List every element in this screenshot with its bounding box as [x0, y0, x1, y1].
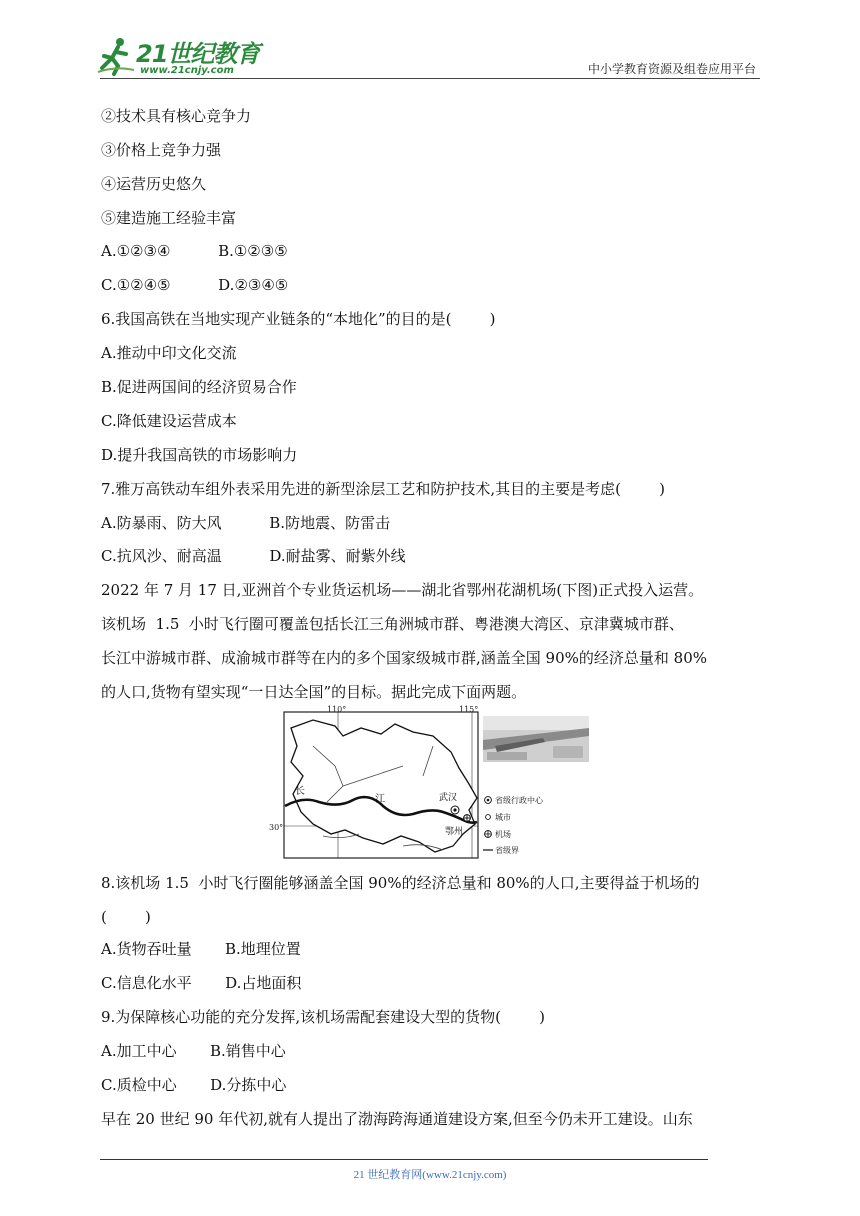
airport-photo: [483, 716, 589, 762]
text-line: ②技术具有核心竞争力: [101, 107, 252, 125]
option-line: B.促进两国间的经济贸易合作: [101, 378, 297, 396]
passage-line: 2022 年 7 月 17 日,亚洲首个专业货运机场——湖北省鄂州花湖机场(下图)正式投入运营。: [101, 581, 704, 599]
logo-url: www.21cnjy.com: [140, 65, 234, 76]
footer-divider: [100, 1159, 708, 1160]
river-label-chang: 长: [295, 786, 305, 797]
option-line: D.提升我国高铁的市场影响力: [101, 446, 298, 464]
option-line: C.①②④⑤ D.②③④⑤: [101, 276, 289, 294]
passage-line: 早在 20 世纪 90 年代初,就有人提出了渤海跨海通道建设方案,但至今仍未开工建设。山东: [101, 1110, 693, 1128]
wuhan-label: 武汉: [439, 793, 458, 803]
question-6: 6.我国高铁在当地实现产业链条的“本地化”的目的是( ): [101, 310, 496, 328]
map-legend: [483, 795, 544, 855]
runner-icon: [96, 36, 136, 76]
option-line: C.信息化水平 D.占地面积: [101, 974, 302, 992]
text-line: ⑤建造施工经验丰富: [101, 209, 237, 227]
site-logo: [96, 34, 266, 80]
page-header: [0, 0, 860, 90]
option-line: C.质检中心 D.分拣中心: [101, 1076, 287, 1094]
question-9: 9.为保障核心功能的充分发挥,该机场需配套建设大型的货物( ): [101, 1008, 545, 1026]
lon-label-115: 115°: [459, 705, 479, 714]
option-line: C.降低建设运营成本: [101, 412, 237, 430]
ezhou-label: 鄂州: [445, 827, 464, 837]
answer-blank: ( ): [101, 908, 151, 926]
header-divider: [100, 78, 760, 79]
hubei-map-figure: [269, 705, 593, 860]
lat-label-30: 30°: [269, 823, 284, 832]
platform-name: 中小学教育资源及组卷应用平台: [587, 62, 756, 76]
legend-provincial-capital: 省级行政中心: [495, 796, 543, 805]
option-line: C.抗风沙、耐高温 D.耐盐雾、耐紫外线: [101, 547, 406, 565]
option-line: A.推动中印文化交流: [101, 344, 237, 362]
option-line: A.防暴雨、防大风 B.防地震、防雷击: [101, 514, 391, 532]
river-label-jiang: 江: [375, 794, 385, 805]
option-line: A.①②③④ B.①②③⑤: [101, 242, 288, 260]
passage-line: 长江中游城市群、成渝城市群等在内的多个国家级城市群,涵盖全国 90%的经济总量和 80%: [101, 649, 707, 667]
logo-text: 21世纪教育: [136, 40, 260, 68]
lon-label-110: 110°: [327, 705, 347, 714]
page-footer: 21 世纪教育网(www.21cnjy.com): [353, 1169, 507, 1181]
legend-provincial-boundary: 省级界: [495, 846, 519, 855]
text-line: ④运营历史悠久: [101, 175, 207, 193]
option-line: A.货物吞吐量 B.地理位置: [101, 940, 301, 958]
text-line: ③价格上竞争力强: [101, 141, 222, 159]
option-line: A.加工中心 B.销售中心: [101, 1042, 286, 1060]
legend-airport: 机场: [495, 830, 511, 839]
legend-city: 城市: [495, 813, 511, 822]
passage-line: 该机场 1.5 小时飞行圈可覆盖包括长江三角洲城市群、粤港澳大湾区、京津冀城市群、: [101, 615, 684, 633]
question-7: 7.雅万高铁动车组外表采用先进的新型涂层工艺和防护技术,其目的主要是考虑( ): [101, 480, 665, 498]
passage-line: 的人口,货物有望实现“一日达全国”的目标。据此完成下面两题。: [101, 683, 527, 701]
question-8: 8.该机场 1.5 小时飞行圈能够涵盖全国 90%的经济总量和 80%的人口,主要得益于机场的: [101, 874, 700, 892]
